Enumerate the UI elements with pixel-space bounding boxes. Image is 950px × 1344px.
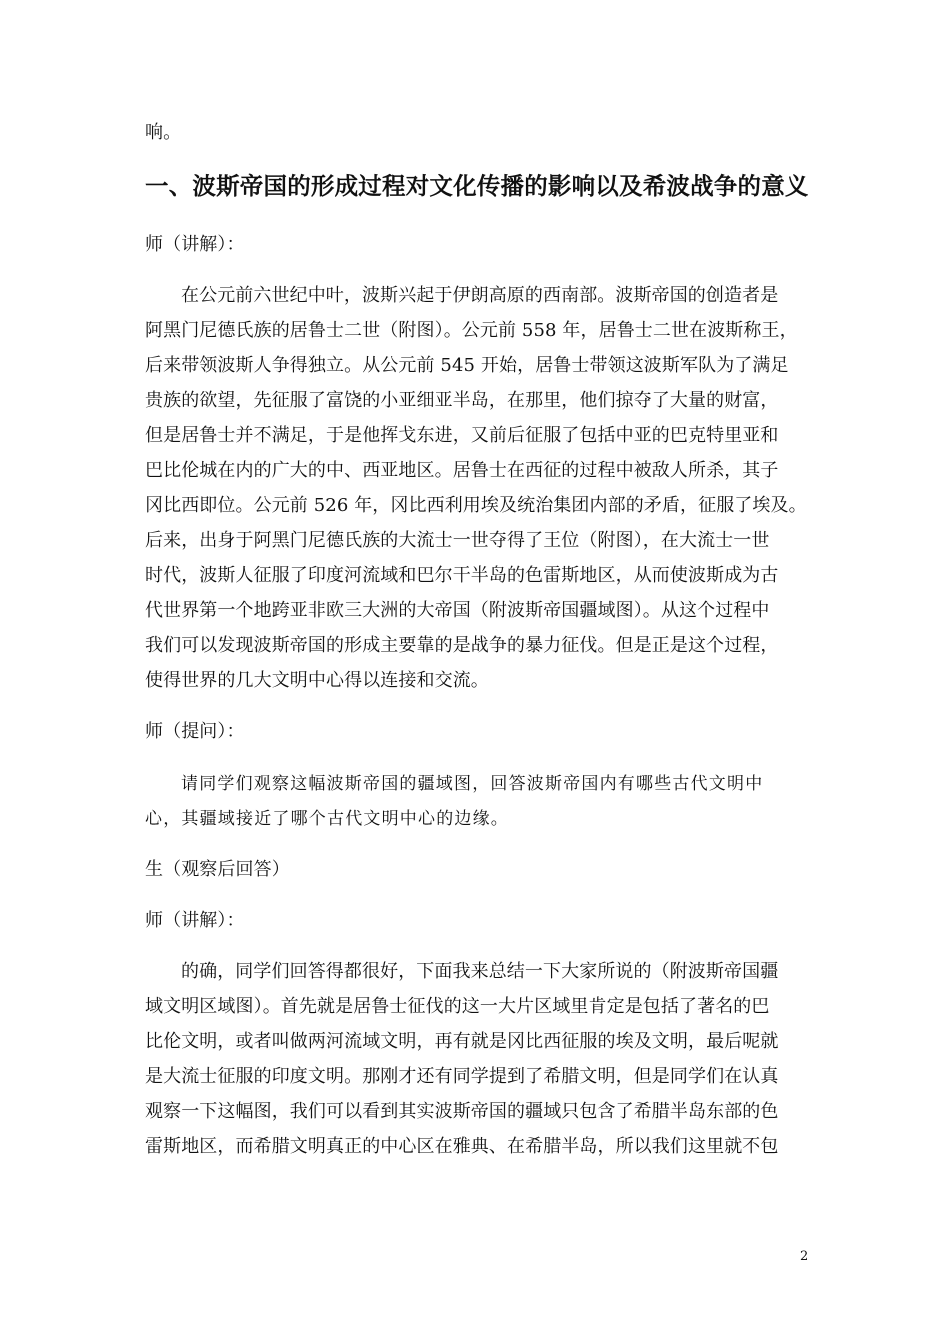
paragraph-line: 阿黑门尼德氏族的居鲁士二世（附图）。公元前 558 年，居鲁士二世在波斯称王， — [145, 320, 798, 341]
paragraph-line: 的确，同学们回答得都很好，下面我来总结一下大家所说的（附波斯帝国疆 — [181, 961, 779, 982]
section-heading: 一、波斯帝国的形成过程对文化传播的影响以及希波战争的意义 — [145, 172, 809, 200]
teacher-asks-label: 师（提问）： — [145, 721, 245, 742]
paragraph-line: 是大流士征服的印度文明。那刚才还有同学提到了希腊文明，但是同学们在认真 — [145, 1066, 779, 1087]
question-line: 心，其疆域接近了哪个古代文明中心的边缘。 — [145, 809, 509, 829]
continued-text: 响。 — [145, 122, 182, 143]
teacher-explains-label: 师（讲解）： — [145, 910, 245, 931]
question-line: 请同学们观察这幅波斯帝国的疆域图，回答波斯帝国内有哪些古代文明中 — [181, 774, 764, 794]
paragraph-line: 贵族的欲望，先征服了富饶的小亚细亚半岛，在那里，他们掠夺了大量的财富， — [145, 390, 779, 411]
student-answer-label: 生（观察后回答） — [145, 859, 290, 880]
paragraph-line: 后来带领波斯人争得独立。从公元前 545 开始，居鲁士带领这波斯军队为了满足 — [145, 355, 789, 376]
paragraph-line: 比伦文明，或者叫做两河流域文明，再有就是冈比西征服的埃及文明，最后呢就 — [145, 1031, 779, 1052]
paragraph-line: 时代，波斯人征服了印度河流域和巴尔干半岛的色雷斯地区，从而使波斯成为古 — [145, 565, 779, 586]
paragraph-line: 雷斯地区，而希腊文明真正的中心区在雅典、在希腊半岛，所以我们这里就不包 — [145, 1136, 779, 1157]
paragraph-line: 在公元前六世纪中叶，波斯兴起于伊朗高原的西南部。波斯帝国的创造者是 — [181, 285, 779, 306]
teacher-explains-label: 师（讲解）： — [145, 234, 245, 255]
paragraph-line: 我们可以发现波斯帝国的形成主要靠的是战争的暴力征伐。但是正是这个过程， — [145, 635, 779, 656]
paragraph-line: 但是居鲁士并不满足，于是他挥戈东进，又前后征服了包括中亚的巴克特里亚和 — [145, 425, 779, 446]
paragraph-line: 后来，出身于阿黑门尼德氏族的大流士一世夺得了王位（附图），在大流士一世 — [145, 530, 770, 551]
paragraph-line: 巴比伦城在内的广大的中、西亚地区。居鲁士在西征的过程中被敌人所杀，其子 — [145, 460, 779, 481]
paragraph-line: 观察一下这幅图，我们可以看到其实波斯帝国的疆域只包含了希腊半岛东部的色 — [145, 1101, 779, 1122]
paragraph-line: 代世界第一个地跨亚非欧三大洲的大帝国（附波斯帝国疆域图）。从这个过程中 — [145, 600, 770, 621]
paragraph-line: 使得世界的几大文明中心得以连接和交流。 — [145, 670, 489, 691]
paragraph-line: 冈比西即位。公元前 526 年，冈比西利用埃及统治集团内部的矛盾，征服了埃及。 — [145, 495, 807, 516]
page-number: 2 — [800, 1249, 809, 1264]
paragraph-line: 域文明区域图）。首先就是居鲁士征伐的这一大片区域里肯定是包括了著名的巴 — [145, 996, 770, 1017]
